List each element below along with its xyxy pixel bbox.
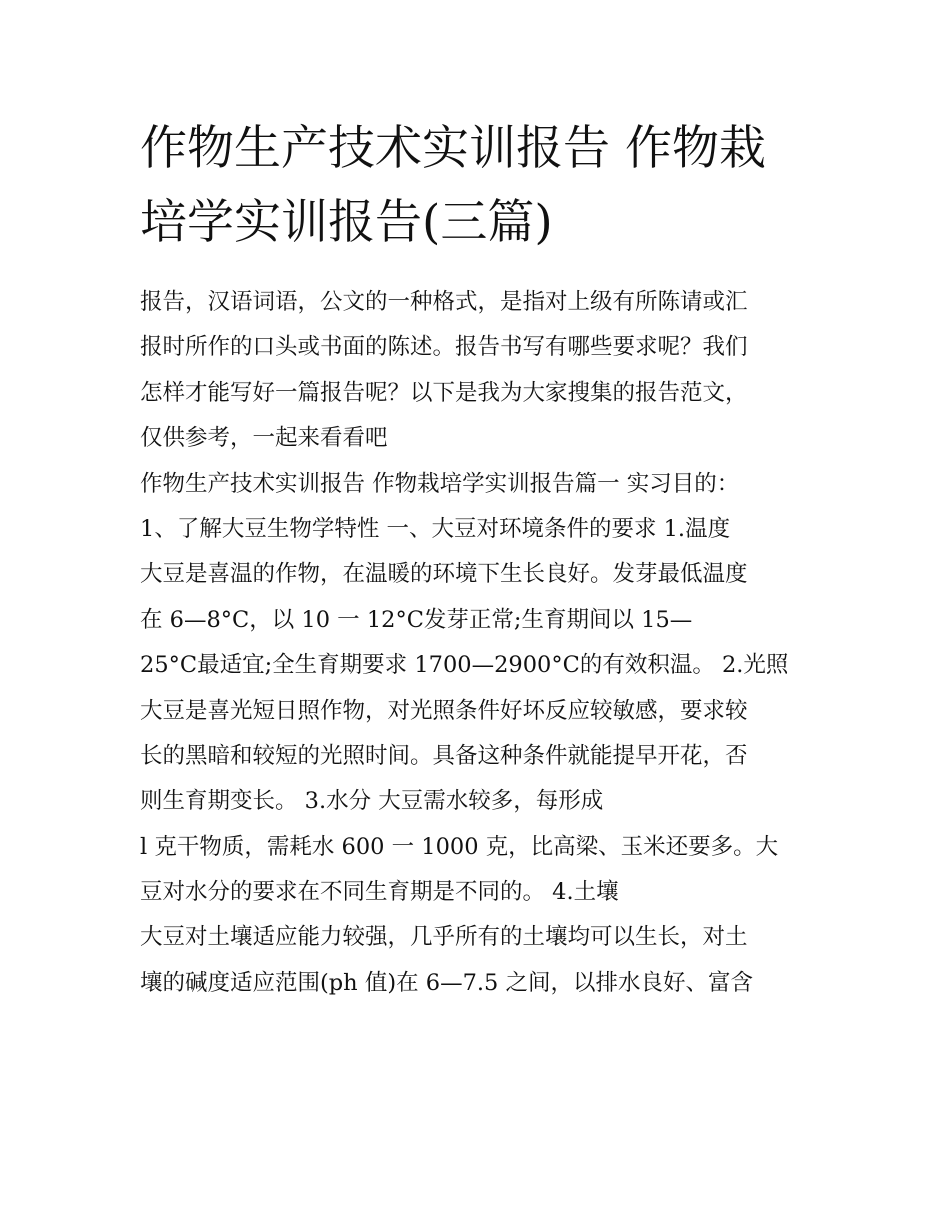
title-line: 作物生产技术实训报告 作物栽	[140, 121, 766, 176]
body-line: 报时所作的口头或书面的陈述。报告书写有哪些要求呢？我们	[140, 334, 748, 361]
body-line: 1、了解大豆生物学特性 一、大豆对环境条件的要求 1.温度	[140, 515, 731, 542]
body-line: 作物生产技术实训报告 作物栽培学实训报告篇一 实习目的：	[140, 470, 740, 497]
body-line: 大豆对土壤适应能力较强，几乎所有的土壤均可以生长，对土	[140, 924, 748, 951]
body-line: 25°C最适宜;全生育期要求 1700—2900°C的有效积温。 2.光照	[140, 652, 789, 679]
body-line: 豆对水分的要求在不同生育期是不同的。 4.土壤	[140, 879, 619, 906]
body-line: l 克干物质，需耗水 600 一 1000 克，比高梁、玉米还要多。大	[140, 833, 779, 860]
document-body	[140, 280, 840, 1006]
body-line: 长的黑暗和较短的光照时间。具备这种条件就能提早开花，否	[140, 742, 748, 769]
body-line: 大豆是喜光短日照作物，对光照条件好坏反应较敏感，要求较	[140, 697, 748, 724]
body-line: 壤的碱度适应范围(ph 值)在 6—7.5 之间，以排水良好、富含	[140, 969, 754, 996]
title-line: 培学实训报告(三篇)	[140, 195, 553, 250]
document-title	[140, 112, 830, 260]
body-line: 报告，汉语词语，公文的一种格式，是指对上级有所陈请或汇	[140, 289, 748, 315]
body-line: 在 6—8°C，以 10 一 12°C发芽正常;生育期间以 15—	[140, 606, 693, 633]
body-line: 怎样才能写好一篇报告呢？以下是我为大家搜集的报告范文，	[140, 379, 748, 406]
body-line: 仅供参考，一起来看看吧	[140, 425, 388, 452]
body-line: 大豆是喜温的作物，在温暖的环境下生长良好。发芽最低温度	[140, 561, 748, 588]
body-line: 则生育期变长。 3.水分 大豆需水较多，每形成	[140, 788, 604, 815]
